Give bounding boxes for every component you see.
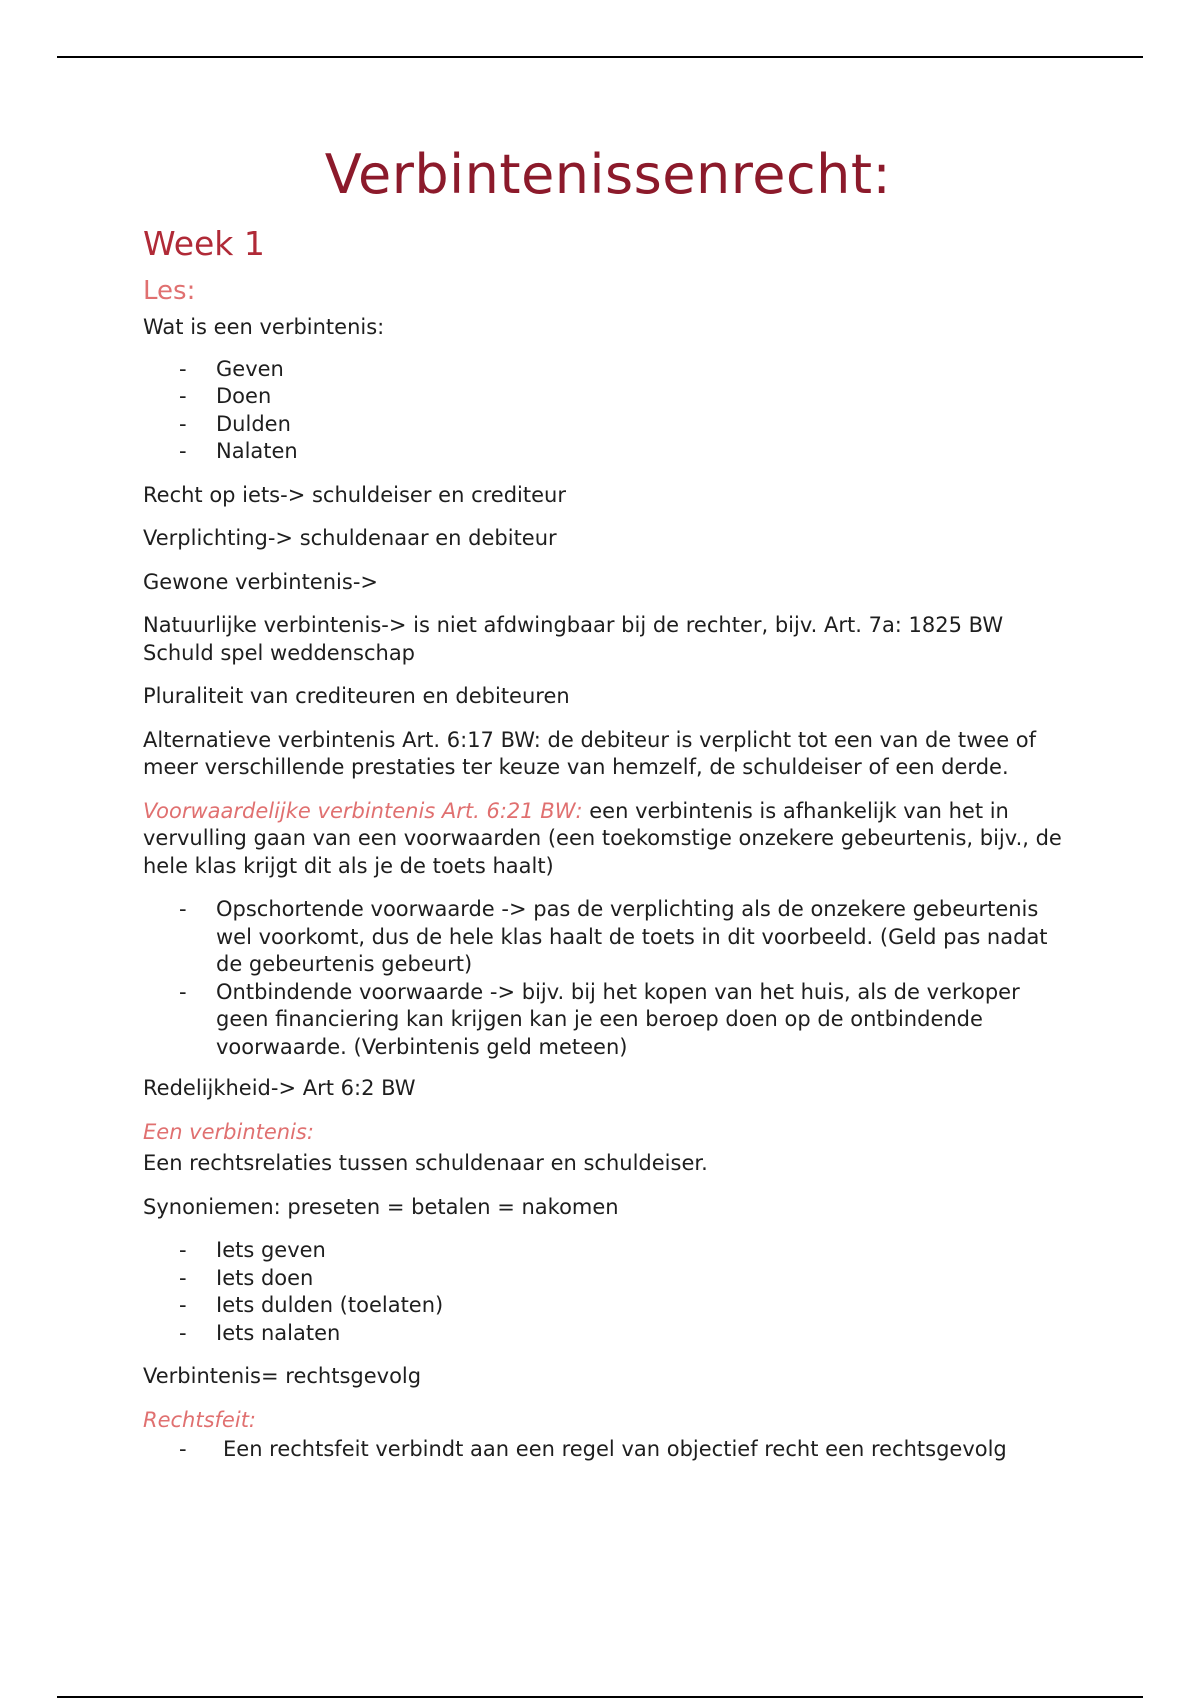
bottom-rule	[57, 1696, 1143, 1698]
document-title: Verbintenissenrecht:	[324, 143, 892, 206]
paragraph-verplichting: Verplichting-> schuldenaar en debiteur	[143, 526, 557, 550]
paragraph-redelijkheid: Redelijkheid-> Art 6:2 BW	[143, 1076, 416, 1100]
list-synoniemen	[143, 1237, 1063, 1347]
list-verbintenis-types	[143, 356, 1063, 466]
paragraph-natuurlijk: Natuurlijke verbintenis-> is niet afdwingbaar bij de rechter, bijv. Art. 7a: 1825 BW Schuld spel weddenschap	[143, 613, 1004, 665]
list-item: - Iets geven	[179, 1238, 326, 1262]
list-item: - Doen	[179, 384, 272, 408]
subheading-een-verbintenis: Een verbintenis:	[143, 1119, 314, 1144]
subheading-rechtsfeit: Rechtsfeit:	[143, 1407, 256, 1432]
paragraph-rechtsgevolg: Verbintenis= rechtsgevolg	[143, 1364, 422, 1388]
top-rule	[57, 56, 1143, 58]
list-item: - Een rechtsfeit verbindt aan een regel van objectief recht een rechtsgevolg	[179, 1437, 1007, 1461]
list-item: - Iets dulden (toelaten)	[179, 1293, 444, 1317]
intro-text: Wat is een verbintenis:	[143, 315, 385, 339]
list-item: - Opschortende voorwaarde -> pas de verplichting als de onzekere gebeurtenis wel voorkomt, dus de hele klas haalt de toets in dit voorbeeld. (Geld pas nadat de gebeurtenis gebeurt)	[179, 897, 1048, 976]
list-item: - Geven	[179, 356, 284, 381]
voorwaardelijk-label: Voorwaardelijke verbintenis Art. 6:21 BW:	[143, 798, 583, 823]
list-item: - Iets doen	[179, 1265, 314, 1290]
paragraph-synoniemen: Synoniemen: preseten = betalen = nakomen	[143, 1194, 619, 1219]
list-item: - Nalaten	[179, 439, 298, 463]
heading-les: Les:	[143, 276, 196, 306]
list-voorwaarden	[143, 896, 1063, 1061]
paragraph-pluraliteit: Pluraliteit van crediteuren en debiteuren	[143, 684, 570, 708]
paragraph-gewone: Gewone verbintenis->	[143, 569, 378, 594]
document-page	[143, 140, 1063, 1480]
paragraph-rechtsrelaties: Een rechtsrelaties tussen schuldenaar en schuldeiser.	[143, 1151, 708, 1175]
list-item: - Iets nalaten	[179, 1320, 341, 1345]
paragraph-recht: Recht op iets-> schuldeiser en crediteur	[143, 482, 566, 507]
list-item: - Ontbindende voorwaarde -> bijv. bij het kopen van het huis, als de verkoper geen financiering kan krijgen kan je een beroep doen op de ontbindende voorwaarde. (Verbintenis geld meteen)	[179, 979, 1020, 1059]
voorwaardelijk-text: een verbintenis is afhankelijk van het in vervulling gaan van een voorwaarden (een toekomstige onzekere gebeurtenis, bijv., de hele klas krijgt dit als je de toets haalt)	[143, 798, 1062, 878]
list-item: - Dulden	[179, 411, 291, 436]
paragraph-alternatief: Alternatieve verbintenis Art. 6:17 BW: de debiteur is verplicht tot een van de twee of meer verschillende prestaties ter keuze van hemzelf, de schuldeiser of een derde.	[143, 727, 1037, 779]
list-rechtsfeit	[143, 1436, 1063, 1464]
heading-week: Week 1	[143, 224, 265, 263]
paragraph-voorwaardelijk	[143, 798, 1063, 881]
